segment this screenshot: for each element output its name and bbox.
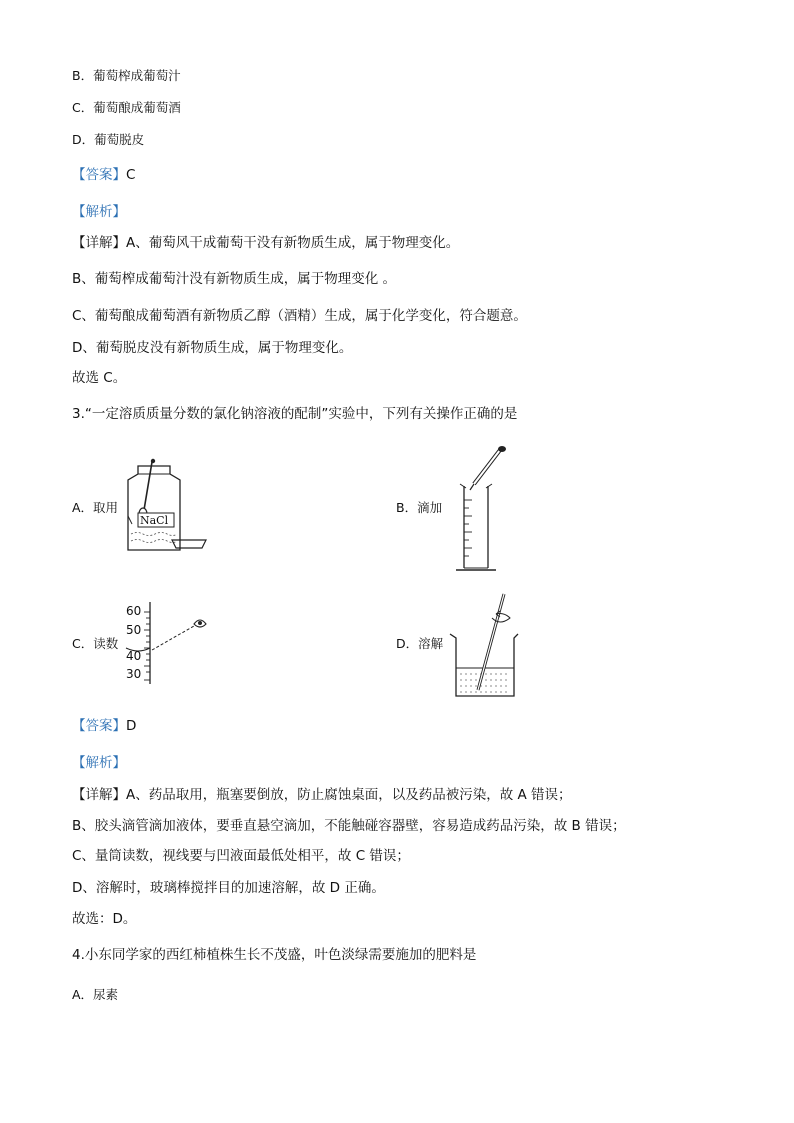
q3-analysis-tag: 【解析】	[72, 755, 126, 771]
q3-detail-3: C、量筒读数，视线要与凹液面最低处相平，故 C 错误；	[72, 848, 410, 864]
tick-40: 40	[126, 649, 142, 663]
q2-option-b: B．葡萄榨成葡萄汁	[72, 68, 181, 83]
q4-option-a: A．尿素	[72, 987, 119, 1002]
q2-detail-4: D、葡萄脱皮没有新物质生成，属于物理变化。	[72, 340, 353, 356]
q3-option-a-label: A．取用	[72, 500, 119, 515]
tick-50: 50	[126, 623, 142, 637]
q2-analysis-tag: 【解析】	[72, 204, 126, 220]
q3-option-c-label: C．读数	[72, 636, 119, 651]
q3-stem: 3.“一定溶质质量分数的氯化钠溶液的配制”实验中，下列有关操作正确的是	[72, 406, 518, 422]
q3-answer-line	[72, 717, 136, 735]
q4-stem: 4.小东同学家的西红柿植株生长不茂盛，叶色淡绿需要施加的肥料是	[72, 947, 477, 963]
q3-detail-1	[72, 786, 572, 804]
q2-conclusion: 故选 C。	[72, 370, 127, 386]
q2-detail-3: C、葡萄酿成葡萄酒有新物质乙醇（酒精）生成，属于化学变化，符合题意。	[72, 308, 527, 324]
q3-option-d-label: D．溶解	[396, 636, 444, 651]
q2-detail-1-text: A、葡萄风干成葡萄干没有新物质生成，属于物理变化。	[126, 235, 460, 251]
figure-dropper-cylinder	[452, 444, 512, 574]
q2-answer-line	[72, 166, 135, 184]
q3-detail-tag: 【详解】	[72, 787, 126, 803]
q2-detail-2: B、葡萄榨成葡萄汁没有新物质生成，属于物理变化 。	[72, 271, 397, 287]
figure-reagent-bottle	[118, 458, 214, 558]
q2-detail-1	[72, 234, 459, 252]
figure-beaker-stirring	[444, 590, 524, 700]
tick-30: 30	[126, 667, 142, 681]
q2-answer: C	[126, 167, 136, 183]
q3-detail-4: D、溶解时，玻璃棒搅拌目的加速溶解，故 D 正确。	[72, 880, 385, 896]
eye-icon	[194, 620, 206, 627]
q3-answer-tag: 【答案】	[72, 718, 126, 734]
q3-option-b-label: B．滴加	[396, 500, 443, 515]
q2-answer-tag: 【答案】	[72, 167, 126, 183]
q2-detail-tag: 【详解】	[72, 235, 126, 251]
q2-option-c: C．葡萄酿成葡萄酒	[72, 100, 181, 115]
q2-option-d: D．葡萄脱皮	[72, 132, 145, 147]
q3-answer: D	[126, 718, 137, 734]
q3-conclusion: 故选：D。	[72, 911, 137, 927]
figure-cylinder-reading	[122, 600, 222, 686]
q3-detail-2: B、胶头滴管滴加液体，要垂直悬空滴加，不能触碰容器壁，容易造成药品污染，故 B 错误；	[72, 818, 626, 834]
nacl-label: NaCl	[140, 514, 169, 527]
tick-60: 60	[126, 604, 142, 618]
q3-detail-1-text: A、药品取用，瓶塞要倒放，防止腐蚀桌面，以及药品被污染，故 A 错误；	[126, 787, 572, 803]
